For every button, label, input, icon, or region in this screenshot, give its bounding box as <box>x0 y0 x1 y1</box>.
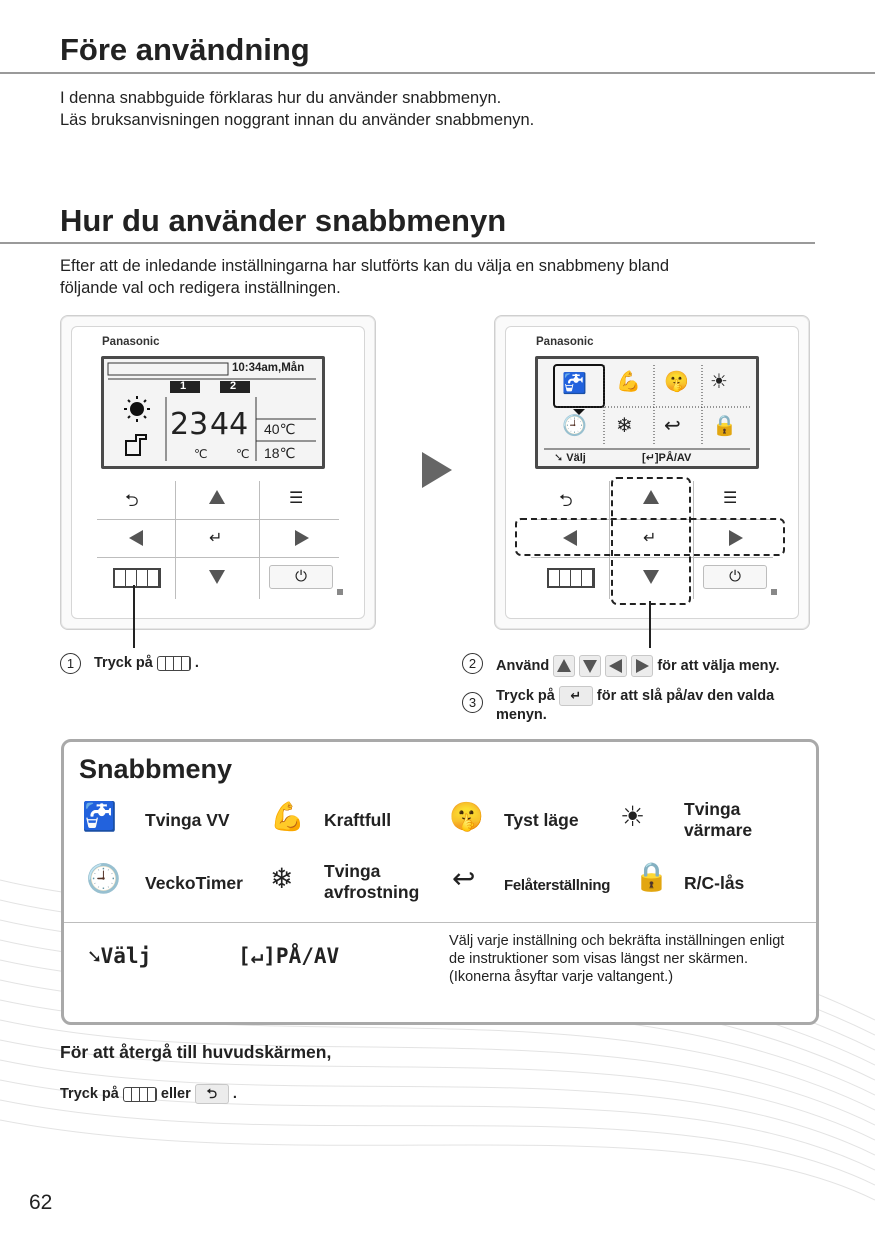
menu-item-force-heater: Tvinga värmare <box>684 799 753 840</box>
power-button[interactable]: ⏻ <box>703 565 767 589</box>
enter-button[interactable]: ↵ <box>643 530 657 547</box>
zone-2-badge: 2 <box>230 380 237 392</box>
enter-button[interactable]: ↵ <box>209 530 223 547</box>
screen-quiet-icon: 🤫 <box>664 371 689 393</box>
menu-item-force-defrost: Tvinga avfrostning <box>324 861 420 902</box>
return-heading: För att återgå till huvudskärmen, <box>60 1042 332 1062</box>
back-key-icon: ⮌ <box>195 1084 229 1104</box>
down-key-icon <box>579 655 601 677</box>
intro-line-1: I denna snabbguide förklaras hur du använder snabbmenyn. <box>60 89 502 107</box>
step-1-text: Tryck på . <box>94 655 199 671</box>
step-1-number: 1 <box>60 653 81 674</box>
quick-menu-button[interactable] <box>547 568 595 588</box>
force-dhw-icon: 🚰 <box>82 801 117 832</box>
screen-force-dhw-icon: 🚰 <box>562 373 587 395</box>
menu-item-rc-lock: R/C-lås <box>684 873 745 893</box>
left-key-icon <box>605 655 627 677</box>
screen-weekly-timer-icon: 🕘 <box>562 415 587 437</box>
menu-item-powerful: Kraftfull <box>324 810 392 830</box>
error-reset-icon: ↩ <box>452 863 476 894</box>
callout-line-1 <box>133 585 135 648</box>
how-to-line-2: följande val och redigera inställningen. <box>60 279 341 297</box>
enter-key-icon: ↵ <box>559 686 593 706</box>
intro-line-2: Läs bruksanvisningen noggrant innan du använder snabbmenyn. <box>60 111 535 129</box>
zone-1-temp: 23 <box>170 407 209 442</box>
quick-menu-button[interactable] <box>113 568 161 588</box>
flow-arrow <box>422 452 452 488</box>
right-key-icon <box>631 655 653 677</box>
legend-divider <box>64 922 816 923</box>
screen-reset-icon: ↩ <box>664 415 681 437</box>
zone-1-badge: 1 <box>180 380 187 392</box>
screen-powerful-icon: 💪 <box>616 371 641 393</box>
quick-menu-key-icon <box>157 656 191 671</box>
menu-item-quiet: Tyst läge <box>504 810 579 830</box>
step-2-text: Använd för att välja meny. <box>496 655 780 677</box>
step-3-text: Tryck på ↵ för att slå på/av den valda menyn. <box>496 687 775 723</box>
quiet-icon: 🤫 <box>449 801 484 832</box>
step-3-number: 3 <box>462 692 483 713</box>
how-to-line-1: Efter att de inledande inställningarna har slutförts kan du välja en snabbmeny bland <box>60 257 670 275</box>
lcd-screen-quick-menu <box>535 356 759 469</box>
zone-2-temp: 44 <box>210 407 249 442</box>
tank-temp: 40℃ <box>264 421 296 437</box>
right-button[interactable] <box>295 530 309 546</box>
screen-select-hint: ➘ Välj <box>554 452 586 464</box>
screen-onoff-hint: [↵]PÅ/AV <box>642 452 692 464</box>
step-2-number: 2 <box>462 653 483 674</box>
outdoor-unit: ℃ <box>236 447 250 461</box>
quick-menu-key-icon <box>123 1087 157 1102</box>
title-rule <box>0 72 875 74</box>
screen-lock-icon: 🔒 <box>712 415 737 437</box>
screen-defrost-icon: ❄ <box>616 415 633 437</box>
back-button[interactable]: ⮌ <box>559 491 573 510</box>
remote-controller-left <box>60 315 376 630</box>
lock-icon: 🔒 <box>634 861 669 892</box>
title-rule <box>0 242 815 244</box>
page-number: 62 <box>29 1191 53 1214</box>
brand-logo: Panasonic <box>102 336 160 348</box>
section-title-how-to: Hur du använder snabbmenyn <box>60 203 507 238</box>
clock-text: 10:34am,Mån <box>232 362 305 374</box>
onoff-hint: [↵]PÅ/AV <box>238 944 340 968</box>
menu-item-error-reset: Felåterställning <box>504 877 611 894</box>
quick-menu-title: Snabbmeny <box>79 754 233 784</box>
menu-item-weekly-timer: VeckoTimer <box>145 873 243 893</box>
callout-line-2 <box>649 601 651 648</box>
weekly-timer-icon: 🕘 <box>86 863 121 894</box>
indoor-unit: ℃ <box>194 447 208 461</box>
left-button[interactable] <box>129 530 143 546</box>
power-button[interactable]: ⏻ <box>269 565 333 589</box>
lcd-screen <box>101 356 325 469</box>
back-button[interactable]: ⮌ <box>125 491 139 510</box>
outdoor-temp: 18℃ <box>264 445 296 461</box>
up-button[interactable] <box>209 490 225 504</box>
select-hint: ➘Välj <box>88 944 152 968</box>
brand-logo: Panasonic <box>536 336 594 348</box>
quick-menu-legend <box>61 739 819 1025</box>
section-title-before-use: Före användning <box>60 32 310 67</box>
force-defrost-icon: ❄ <box>270 863 294 894</box>
menu-item-force-dhw: Tvinga VV <box>145 810 230 830</box>
highlight-horizontal-keys <box>515 518 785 556</box>
screen-force-heater-icon: ☀ <box>710 371 728 393</box>
legend-note: Välj varje inställning och bekräfta inställningen enligt de instruktioner som visas längst ner skärmen. (Ikonerna åsyftar varje valtangent.) <box>449 933 785 985</box>
down-button[interactable] <box>209 570 225 584</box>
force-heater-icon: ☀ <box>620 801 646 832</box>
powerful-icon: 💪 <box>270 801 305 832</box>
up-key-icon <box>553 655 575 677</box>
menu-button[interactable]: ☰ <box>723 490 738 507</box>
return-instruction: Tryck på eller ⮌ . <box>60 1084 237 1104</box>
menu-button[interactable]: ☰ <box>289 490 304 507</box>
